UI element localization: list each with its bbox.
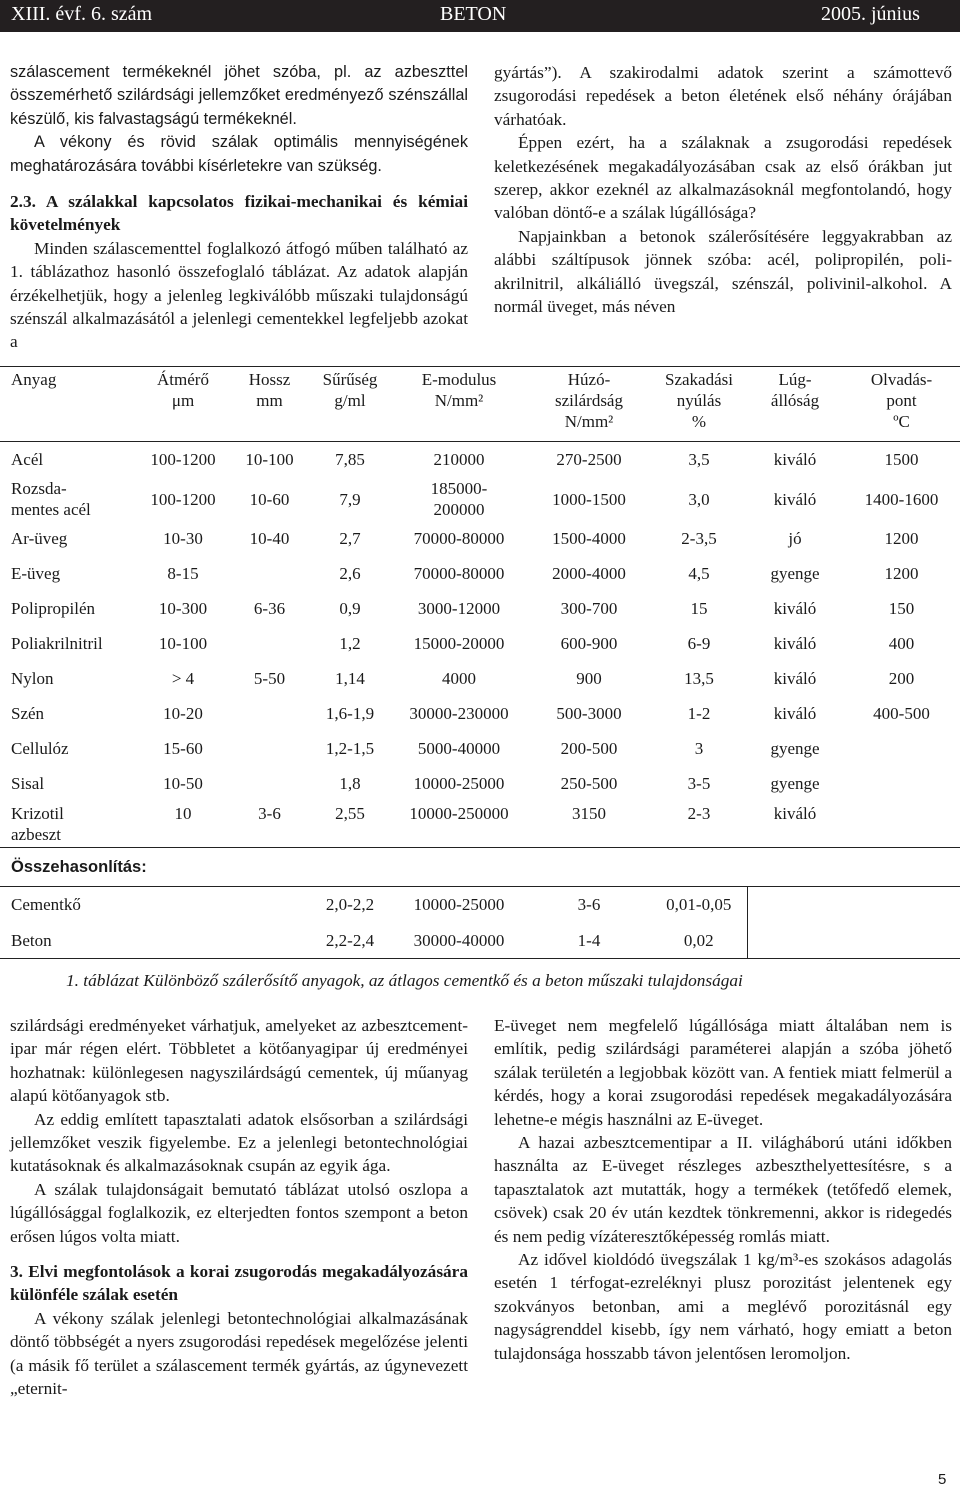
paragraph: A vékony szálak jelenlegi betontechnológiai alkalmazásának döntő többségét a nyers zsugorodási repedések megelőzése jelenti (a másik fő terület a szálascement termék gyártás, az úgynevezett „eternit-	[10, 1308, 468, 1399]
paragraph: Az idővel kioldódó üvegszálak 1 kg/m³-es szokásos adagolás esetén 1 térfogat-ezreléknyi plusz porozitást jelentenek egy szokványos betonban, ami a meglévő porozitásnál egy nagyságrenddel kisebb, így nem várható, hogy emiatt a beton tulajdonsága hosszabb távon jelentősen leromoljon.	[494, 1250, 952, 1363]
table-row: Cellulóz 15-60 1,2-1,5 5000-40000 200-500 3 gyenge	[11, 739, 820, 758]
running-header	[0, 0, 960, 32]
paragraph: Éppen ezért, ha a szálaknak a zsugorodási repedések keletkezésének megakadályozásában csak az első órákban jut szerep, akkor ezeknél az alkalmazásoknál megfontolandó, hogy valóban döntő-e a szálak lúgállósága?	[494, 133, 952, 223]
table-row: Sisal 10-50 1,8 10000-25000 250-500 3-5 gyenge	[11, 774, 820, 793]
paragraph: A szálak tulajdonságait bemutató táblázat utolsó oszlopa a lúgállósággal foglalkozik, ez elterjedten fontos szempont a beton erősen lúgos volta miatt.	[10, 1179, 468, 1246]
table-row: Cementkő 2,0-2,2 10000-25000 3-6 0,01-0,05	[0, 887, 960, 923]
col-header-melting: Olvadás- pont ºC	[843, 367, 960, 442]
issue-label: XIII. évf. 6. szám	[11, 3, 153, 25]
bottom-right-column	[494, 1014, 952, 1365]
page-number: 5	[938, 1471, 947, 1488]
col-header-length: Hossz mm	[230, 367, 309, 442]
paragraph: Napjainkban a betonok szálerősítésére leggyakrabban az alábbi száltípusok jönnek szóba: acél, polipropilén, poli-akrilnitril, alkáliálló üvegszál, szénszál, polivinil-alkohol. A normál üveget, más néven	[494, 226, 952, 317]
table-row: Ar-üveg 10-30 10-40 2,7 70000-80000 1500-4000 2-3,5 jó 1200	[11, 529, 919, 548]
col-header-density: Sűrűség g/ml	[309, 367, 391, 442]
table-row: Nylon > 4 5-50 1,14 4000 900 13,5 kiváló 200	[11, 669, 915, 688]
table-section-row	[0, 848, 960, 887]
paragraph: szálascement termékeknél jöhet szóba, pl. az azbeszttel összemérhető szilárdsági jellemzőket eredményező szénszállal készülő, kis falvastagságú termékeknél.	[10, 63, 468, 128]
col-header-tensile: Húzó- szilárdság N/mm²	[527, 367, 651, 442]
col-header-diameter: Átmérő μm	[136, 367, 230, 442]
paragraph: Az eddig említett tapasztalati adatok elsősorban a szilárdsági jellemzőket veszik figyelembe. Ez a jelenlegi betontechnológiai kutatásoknak és alkalmazásoknak csupán az egyik ága.	[10, 1109, 468, 1176]
col-header-modulus: E-modulus N/mm²	[391, 367, 527, 442]
journal-name: BETON	[440, 3, 507, 25]
top-left-column	[10, 61, 468, 354]
top-right-column	[494, 61, 952, 318]
paragraph: szilárdsági eredményeket várhatjuk, amelyeket az azbesztcement-ipar már régen elért. Többletet a kötőanyagipar új eredményei hozhatnak: különlegesen nagyszilárdságú cementek, új műanyag alapú kötőanyagok stb.	[10, 1016, 468, 1106]
section-heading: 3. Elvi megfontolások a korai zsugorodás megakadályozására különféle szálak esetén	[10, 1262, 468, 1305]
paragraph: gyártás”). A szakirodalmi adatok szerint a számottevő zsugorodási repedések a beton életének első néhány órájában várhatóak.	[494, 63, 952, 129]
table-row: Szén 10-20 1,6-1,9 30000-230000 500-3000 1-2 kiváló 400-500	[11, 704, 930, 723]
table-row: Acél 100-1200 10-100 7,85 210000 270-2500 3,5 kiváló 1500	[0, 442, 960, 478]
comparison-label: Összehasonlítás:	[0, 848, 960, 887]
table-row: Rozsda- mentes acél 100-1200 10-60 7,9 185000- 200000 1000-1500 3,0 kiváló 1400-1600	[11, 479, 939, 519]
fiber-properties-table	[0, 366, 960, 959]
col-header-elongation: Szakadási nyúlás %	[651, 367, 747, 442]
paragraph: A vékony és rövid szálak optimális mennyiségének meghatározására további kísérletekre van szükség.	[10, 133, 468, 175]
table-row: Krizotil azbeszt 10 3-6 2,55 10000-250000 3150 2-3 kiváló	[11, 804, 817, 844]
table-row: E-üveg 8-15 2,6 70000-80000 2000-4000 4,5 gyenge 1200	[11, 564, 919, 583]
paragraph: A hazai azbesztcementipar a II. világháború utáni időkben használta az E-üveget részleges azbeszthelyettesítésre, s a tapasztalatok azt mutatták, hogy a termékek (tetőfedő elemek, csövek) csak 20 év után kezdtek tönkremenni, akkor is ridegedés és nem pedig vízáteresztőképesség romlás miatt.	[494, 1133, 952, 1246]
col-header-material: Anyag	[0, 367, 136, 442]
bottom-left-column	[10, 1014, 468, 1401]
table-row: Poliakrilnitril 10-100 1,2 15000-20000 600-900 6-9 kiváló 400	[11, 634, 915, 653]
table-header-row	[0, 367, 960, 442]
paragraph: E-üveget nem megfelelő lúgállósága miatt általában nem is említik, pedig szilárdsági paraméterei alapján a szóba jöhető szálak területén a legjobbak között van. A fentiek miatt felmerül a kérdés, hogy a korai zsugorodási repedések megakadályozására lehetne-e mégis használni az E-üveget.	[494, 1016, 952, 1129]
issue-date: 2005. június	[821, 3, 920, 25]
table-caption: 1. táblázat Különböző szálerősítő anyagok, az átlagos cementkő és a beton műszaki tulajdonságai	[66, 971, 743, 990]
col-header-alkali: Lúg- állóság	[747, 367, 843, 442]
table-row: Polipropilén 10-300 6-36 0,9 3000-12000 300-700 15 kiváló 150	[11, 599, 915, 618]
table-row: Beton 2,2-2,4 30000-40000 1-4 0,02	[0, 923, 960, 959]
paragraph: Minden szálascementtel foglalkozó átfogó műben található az 1. táblázathoz hasonló összefoglaló táblázat. Az adatok alapján érzékelhetjük, hogy a jelenleg legkiválóbb műszaki tulajdonságú szénszál alkalmazásától a jelenlegi cementekkel legfeljebb azokat a	[10, 238, 468, 352]
section-heading: 2.3. A szálakkal kapcsolatos fizikai-mechanikai és kémiai követelmények	[10, 192, 468, 235]
